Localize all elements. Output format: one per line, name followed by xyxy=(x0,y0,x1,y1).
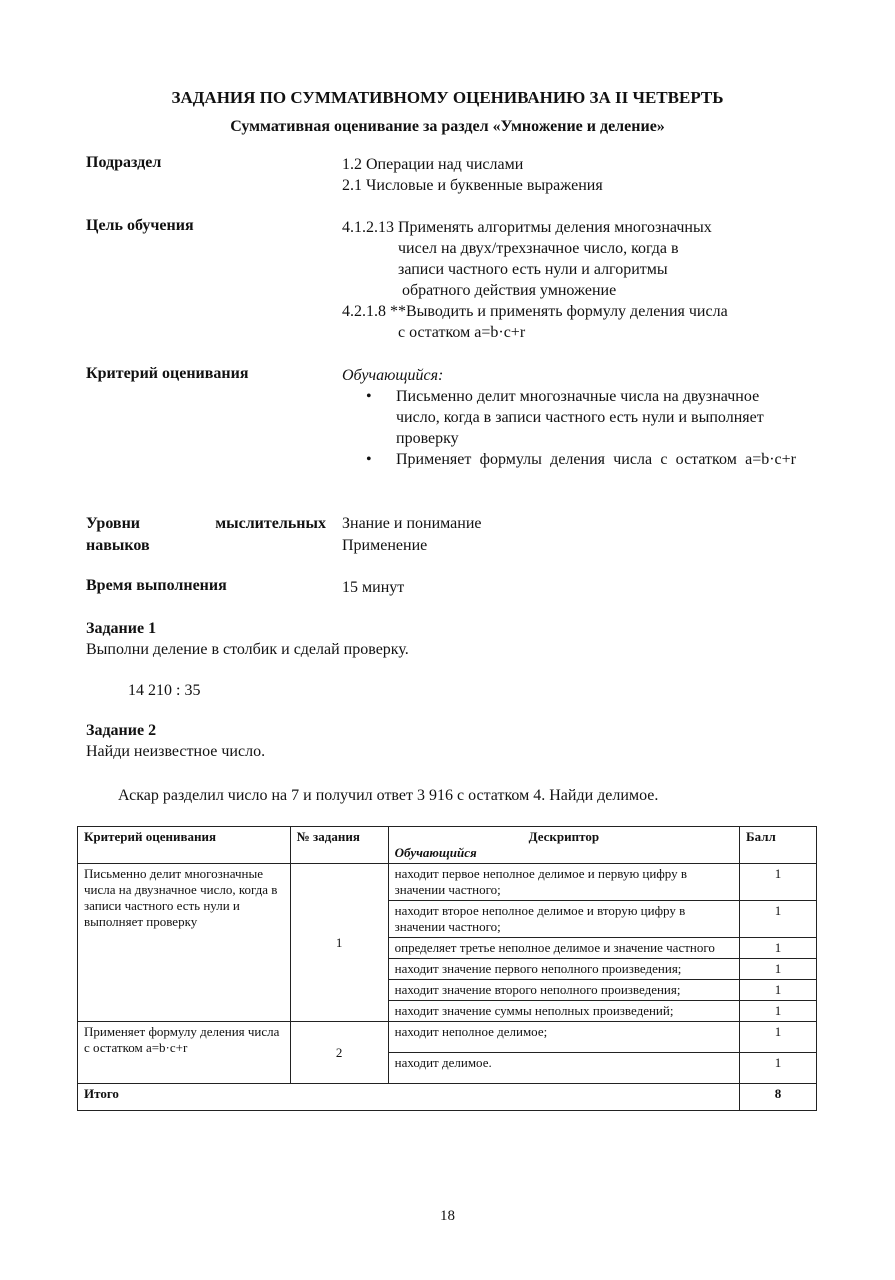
rubric-table xyxy=(77,826,817,1111)
criterion-cell: Письменно делит многозначные числа на двузначное число, когда в записи частного есть нули и выполняет проверку xyxy=(78,864,291,1022)
total-value: 8 xyxy=(740,1084,817,1111)
descriptor-cell: находит делимое. xyxy=(388,1053,739,1084)
descriptor-cell: находит первое неполное делимое и первую цифру в значении частного; xyxy=(388,864,739,901)
descriptor-cell: определяет третье неполное делимое и значение частного xyxy=(388,938,739,959)
subsection-label: Подраздел xyxy=(86,154,162,171)
header-criterion: Критерий оценивания xyxy=(78,827,291,864)
time-label: Время выполнения xyxy=(86,577,227,594)
task-number-cell: 2 xyxy=(290,1022,388,1084)
levels-values xyxy=(342,513,482,557)
header-score: Балл xyxy=(740,827,817,864)
goal-line: записи частного есть нули и алгоритмы xyxy=(398,261,668,278)
task1-expression: 14 210 : 35 xyxy=(128,682,201,699)
bullet-icon: • xyxy=(366,388,372,405)
score-cell: 1 xyxy=(740,959,817,980)
score-cell: 1 xyxy=(740,864,817,901)
page-title: ЗАДАНИЯ ПО СУММАТИВНОМУ ОЦЕНИВАНИЮ ЗА II ЧЕТВЕРТЬ xyxy=(171,88,724,107)
task2-heading: Задание 2 xyxy=(86,722,157,739)
descriptor-cell: находит второе неполное делимое и вторую цифру в значении частного; xyxy=(388,901,739,938)
score-cell: 1 xyxy=(740,938,817,959)
goal-line: с остатком a=b·c+r xyxy=(398,324,526,341)
level-item: Применение xyxy=(342,537,428,554)
header-task: № задания xyxy=(290,827,388,864)
score-cell: 1 xyxy=(740,1022,817,1053)
goal-values xyxy=(342,217,728,343)
score-cell: 1 xyxy=(740,901,817,938)
goal-line: 4.1.2.13 Применять алгоритмы деления многозначных xyxy=(342,219,712,236)
score-cell: 1 xyxy=(740,1053,817,1084)
level-item: Знание и понимание xyxy=(342,515,482,532)
task-number-cell: 1 xyxy=(290,864,388,1022)
goal-line: 4.2.1.8 **Выводить и применять формулу деления числа xyxy=(342,303,728,320)
table-header-row xyxy=(78,827,817,864)
levels-label: Уровни мыслительных навыков xyxy=(86,515,326,554)
criterion-item: • Применяет формулы деления числа с остатком a=b·c+r xyxy=(366,451,796,468)
table-row xyxy=(78,1022,817,1053)
task2-text: Найди неизвестное число. xyxy=(86,743,266,760)
descriptor-cell: находит неполное делимое; xyxy=(388,1022,739,1053)
time-value: 15 минут xyxy=(342,579,405,596)
criterion-item: • Письменно делит многозначные числа на двузначное число, когда в записи частного есть нули и выполняет проверку xyxy=(366,388,764,447)
criterion-intro: Обучающийся: xyxy=(342,367,444,384)
goal-line: чисел на двух/трехзначное число, когда в xyxy=(398,240,679,257)
descriptor-cell: находит значение второго неполного произведения; xyxy=(388,980,739,1001)
page-subtitle: Суммативная оценивание за раздел «Умножение и деление» xyxy=(230,118,665,135)
task1-heading: Задание 1 xyxy=(86,620,157,637)
criterion-cell: Применяет формулу деления числа с остатком a=b·c+r xyxy=(78,1022,291,1084)
subsection-line: 2.1 Числовые и буквенные выражения xyxy=(342,177,603,194)
total-label: Итого xyxy=(78,1084,740,1111)
task1-text: Выполни деление в столбик и сделай проверку. xyxy=(86,641,409,658)
bullet-icon: • xyxy=(366,451,372,468)
task2-problem: Аскар разделил число на 7 и получил ответ 3 916 с остатком 4. Найди делимое. xyxy=(118,787,659,804)
criterion-label: Критерий оценивания xyxy=(86,365,249,382)
goal-label: Цель обучения xyxy=(86,217,194,234)
criterion-list xyxy=(342,386,796,470)
table-row xyxy=(78,864,817,901)
goal-line: обратного действия умножение xyxy=(402,282,617,299)
page-number: 18 xyxy=(440,1208,455,1224)
descriptor-cell: находит значение суммы неполных произведений; xyxy=(388,1001,739,1022)
score-cell: 1 xyxy=(740,1001,817,1022)
subsection-values xyxy=(342,154,603,196)
score-cell: 1 xyxy=(740,980,817,1001)
subsection-line: 1.2 Операции над числами xyxy=(342,156,524,173)
descriptor-cell: находит значение первого неполного произведения; xyxy=(388,959,739,980)
criterion-values xyxy=(342,365,796,470)
header-descriptor: Дескриптор Обучающийся xyxy=(388,827,739,864)
table-total-row xyxy=(78,1084,817,1111)
